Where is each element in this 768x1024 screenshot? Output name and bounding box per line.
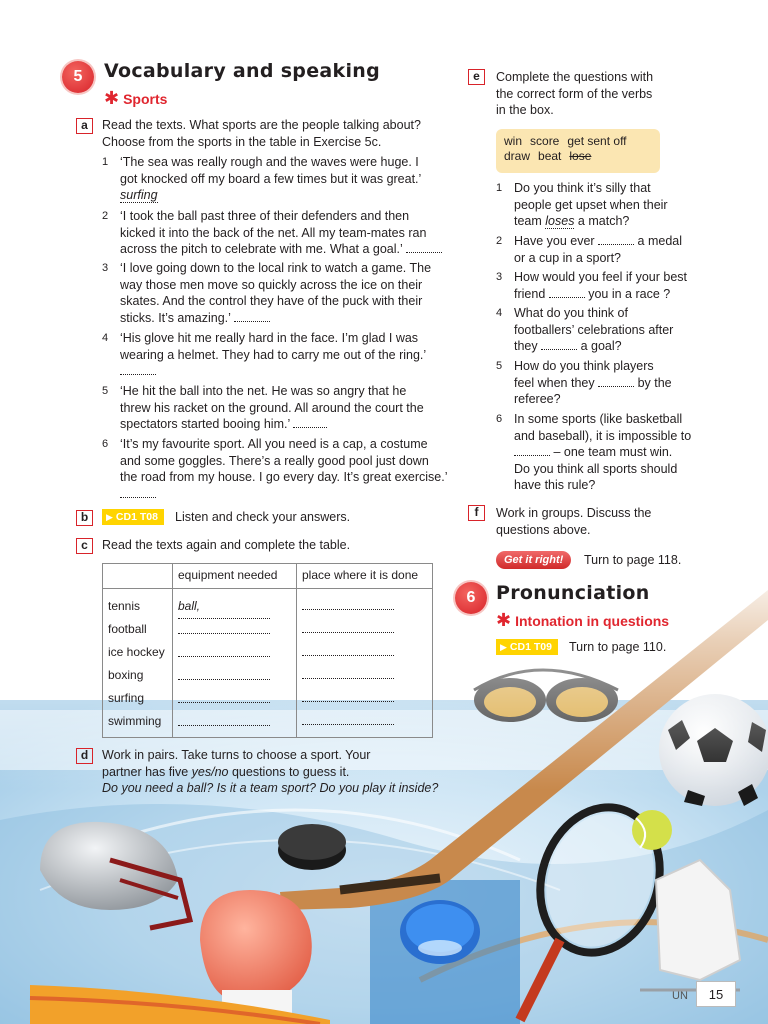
cd-track-label: CD1 T09 [509,641,552,653]
text-item-4 [102,330,450,380]
answer-blank[interactable] [178,622,270,634]
text-line: ‘He hit the ball into the net. He was so angry that he [120,384,407,398]
star-icon: ✱ [104,88,120,108]
word-box-item-crossed: lose [569,149,592,163]
question-line: Have you ever [514,234,599,248]
question-line: a goal? [577,339,622,353]
equipment-cell [173,589,297,738]
cd-track-tag[interactable] [496,639,558,655]
answer-blank[interactable] [178,645,270,657]
text-item-5 [102,383,450,433]
item-number: 2 [102,210,109,222]
question-line: or a cup in a sport? [514,250,622,265]
item-number: 3 [496,271,503,283]
text-item-2 [102,208,450,258]
exercise-e-line: the correct form of the verbs [496,86,653,101]
question-line: referee? [514,392,561,406]
sports-table [102,563,433,738]
item-number: 2 [496,235,503,247]
text-line: ‘It’s my favourite sport. All you need is a cap, a costume [120,437,428,451]
answer-blank[interactable] [514,444,550,456]
text-line: across the pitch to celebrate with me. What a goal.’ [120,242,403,256]
table-row-label: football [108,622,147,636]
get-it-right-badge[interactable]: Get it right! [496,551,571,569]
table-row-label: surfing [108,691,145,705]
question-line: What do you think of [514,306,628,320]
text-line: ‘His glove hit me really hard in the face. I’m glad I was [120,331,419,345]
answer-blank[interactable] [541,338,577,350]
text-line: spectators started booing him.’ [120,417,290,431]
text-line: wearing a helmet. They had to carry me out of the ring.’ [120,347,427,362]
text-line: ‘The sea was really rough and the waves were huge. I [120,155,419,169]
text-line: kicked it into the back of the net. All my team-mates ran [120,225,427,240]
text-line: threw his racket on the ground. All around the court the [120,400,424,415]
question-line: How do you think players [514,359,654,373]
question-line: feel when they [514,375,599,390]
item-number: 6 [102,438,109,450]
text-line: sticks. It’s amazing.’ [120,310,231,325]
exercise-f-line: questions above. [496,522,591,537]
cd-track-tag[interactable] [102,509,164,525]
table-row-label: swimming [108,714,162,728]
exercise-d-line: Work in pairs. Take turns to choose a sport. Your [102,748,371,762]
item-number: 4 [496,307,503,319]
exercise-a-letter: a [76,118,93,134]
answer-blank[interactable] [234,310,270,322]
item-number: 4 [102,332,109,344]
word-box-item: beat [538,149,562,163]
text-line: ‘I took the ball past three of their defenders and then [120,209,410,223]
exercise-d-text [102,747,438,797]
exercise-b-text: Listen and check your answers. [175,510,351,524]
section-6-page-ref: Turn to page 110. [569,640,667,654]
exercise-a-instruction-line: Read the texts. What sports are the people talking about? [102,118,421,132]
section-5-subtitle [104,90,167,108]
table-row-label: tennis [108,599,141,613]
question-line: How would you feel if your best [514,270,688,284]
exercise-e-line: Complete the questions with [496,70,654,84]
page-number: 15 [696,981,736,1007]
text-line: way those men move so quickly across the ice on their [120,277,423,292]
question-line: Do you think it’s silly that [514,181,651,195]
text-line: ‘I love going down to the local rink to watch a game. The [120,261,432,275]
question-line: a match? [574,214,630,228]
word-box [496,129,660,173]
exercise-f-line: Work in groups. Discuss the [496,506,652,520]
play-icon: ▶ [500,642,507,652]
question-line: a medal [634,234,683,248]
answer-blank[interactable] [302,690,394,702]
place-cell [297,589,433,738]
table-header-cell: equipment needed [173,564,297,589]
answer-blank[interactable] [178,714,270,726]
question-1 [496,180,714,230]
question-line: footballers’ celebrations after [514,322,674,337]
table-answer: ball, [178,595,270,619]
question-2 [496,233,714,266]
question-3 [496,269,714,302]
answer-blank[interactable] [302,598,394,610]
text-line: got knocked off my board a few times but it was great.’ [120,171,422,186]
text-item-3 [102,260,450,326]
star-icon: ✱ [496,610,512,630]
exercise-a-instruction-line: Choose from the sports in the table in Exercise 5c. [102,134,382,149]
answer-blank[interactable] [120,486,156,498]
answer-blank[interactable] [302,621,394,633]
sport-list-cell [103,589,173,738]
item-number: 5 [496,360,503,372]
section-6-subtitle-text: Intonation in questions [515,613,670,629]
table-row-label: boxing [108,668,144,682]
answer-blank[interactable] [549,286,585,298]
exercise-c-letter: c [76,538,93,554]
question-4 [496,305,714,355]
section-6-title: Pronunciation [496,582,650,604]
answer-surfing: surfing [120,188,158,202]
item-number: 3 [102,262,109,274]
question-line: by the [634,375,672,390]
word-box-item: draw [504,149,531,163]
exercise-d-line: questions to guess it. [228,764,350,779]
item-number: 1 [496,182,503,194]
answer-blank[interactable] [302,713,394,725]
text-line: and some goggles. There’s a really good pool just down [120,453,429,468]
text-line: the road from my house. I go every day. It’s great exercise.’ [120,470,448,484]
section-5-number: 5 [62,61,94,93]
text-item-1 [102,154,450,204]
exercise-d-line: partner has five [102,764,192,779]
question-line: you in a race ? [584,286,671,301]
answer-blank[interactable] [293,416,327,428]
section-5-subtitle-text: Sports [123,91,168,107]
answer-blank[interactable] [406,241,442,253]
question-line: and baseball), it is impossible to [514,428,692,443]
yes-no-term: yes/no [191,764,229,779]
question-line: have this rule? [514,478,596,492]
table-row-label: ice hockey [108,645,165,659]
text-line: skates. And the control they have of the puck with their [120,294,423,308]
answer-blank[interactable] [598,375,634,387]
text-item-6 [102,436,455,502]
cd-track-label: CD1 T08 [115,511,158,523]
play-icon: ▶ [106,512,113,522]
answer-blank[interactable] [178,691,270,703]
exercise-c-text: Read the texts again and complete the table. [102,538,351,552]
question-5 [496,358,714,408]
section-6-number: 6 [455,582,487,614]
exercise-e-letter: e [468,69,485,85]
question-line: they [514,339,542,353]
word-box-item: get sent off [567,134,627,148]
question-line: In some sports (like basketball [514,412,683,426]
section-6-subtitle [496,612,669,630]
answer-blank[interactable] [120,363,156,375]
section-5-title: Vocabulary and speaking [104,60,380,82]
exercise-f-text [496,505,651,538]
table-header-cell [103,564,173,589]
question-line: people get upset when their [514,197,668,212]
exercise-d-letter: d [76,748,93,764]
answer-blank[interactable] [178,668,270,680]
item-number: 5 [102,385,109,397]
question-line: friend [514,286,549,301]
exercise-f-letter: f [468,505,485,521]
word-box-item: win [504,134,523,148]
answer-blank[interactable] [598,233,634,245]
item-number: 6 [496,413,503,425]
get-it-right-page-ref: Turn to page 118. [584,553,682,567]
question-6 [496,411,714,494]
exercise-a-instruction [102,117,421,150]
question-line: – one team must win. [550,445,673,459]
answer-blank[interactable] [302,644,394,656]
exercise-e-line: in the box. [496,103,554,117]
exercise-b-letter: b [76,510,93,526]
unit-label: UN [672,990,688,1002]
exercise-d-example: Do you need a ball? Is it a team sport? Do you play it inside? [102,781,439,795]
exercise-e-instruction [496,69,653,119]
question-line: Do you think all sports should [514,461,678,476]
table-header-cell: place where it is done [297,564,433,589]
answer-blank[interactable] [302,667,394,679]
question-line: team [514,214,546,228]
item-number: 1 [102,156,109,168]
word-box-item: score [530,134,560,148]
answer-loses: loses [545,214,575,228]
